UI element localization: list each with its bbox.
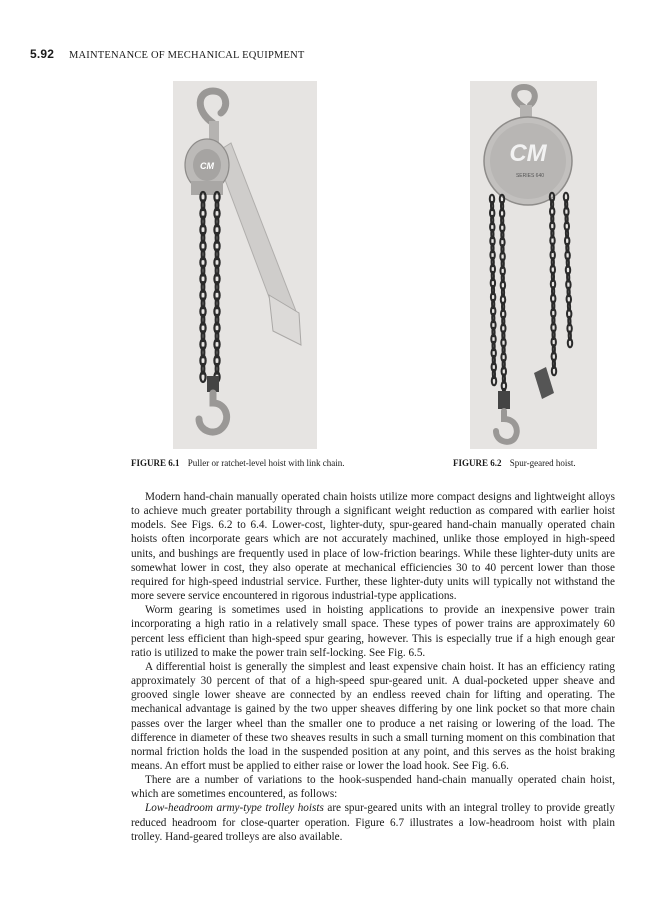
figure-6-1-photo [173, 81, 317, 449]
running-head [30, 47, 305, 61]
figure-label: FIGURE 6.2 [453, 458, 502, 468]
paragraph: A differential hoist is generally the simplest and least expensive chain hoist. It has an efficiency rating approximately 30 percent of that of a high-speed spur-geared unit. A dual-pocketed upper sheave and grooved single lower sheave are connected by an endless reeved chain for lifting and operating. The mechanical advantage is gained by the two upper sheaves differing by one link pocket so that more chain passes over the larger wheel than the smaller one to produce a net raising or lowering of the load. The difference in diameter of these two sheaves results in such a small turning moment on this combination that normal friction holds the load in the suspended position at any point, and this serves as the hoist braking means. An effort must be applied to either raise or lower the load hook. See Fig. 6.6. [131, 660, 615, 772]
paragraph-text: are spur-geared units with an integral trolley to provide greatly reduced headroom for close-quarter operation. Figure 6.7 illustrates a low-headroom hoist with plain trolley. Hand-geared trolleys are also available. [131, 802, 615, 843]
figure-caption-text: Puller or ratchet-level hoist with link chain. [187, 458, 345, 468]
figure-6-2-caption [453, 458, 576, 468]
paragraph: There are a number of variations to the hook-suspended hand-chain manually operated chain hoist, which are sometimes encountered, as follows: [131, 774, 615, 801]
fig2-brand-text: CM [509, 140, 547, 167]
figure-6-1-caption [131, 458, 344, 468]
figure-6-2-photo [470, 81, 597, 449]
running-title: MAINTENANCE OF MECHANICAL EQUIPMENT [68, 50, 305, 61]
figure-caption-text: Spur-geared hoist. [509, 458, 576, 468]
paragraph [131, 801, 615, 843]
figure-label: FIGURE 6.1 [131, 458, 180, 468]
page-number: 5.92 [30, 47, 55, 61]
paragraph: Worm gearing is sometimes used in hoisting applications to provide an inexpensive power train incorporating a high ratio in a relatively small space. These types of power trains are approximately 60 percent less efficient than high-speed spur gearing, however. This is especially true if a high enough gear ratio is utilized to make the power train self-locking. See Fig. 6.5. [131, 604, 615, 659]
body-text [131, 490, 615, 844]
fig1-brand-text: CM [200, 161, 214, 171]
fig2-model-text: SERIES 640 [515, 173, 545, 179]
italic-lead: Low-headroom army-type trolley hoists [145, 802, 324, 815]
paragraph: Modern hand-chain manually operated chain hoists utilize more compact designs and lightweight alloys to achieve much greater portability through a significant weight reduction as compared with earlier hoist models. See Figs. 6.2 to 6.4. Lower-cost, lighter-duty, spur-geared hand-chain manually operated chain hoists often incorporate gears which are not accurately machined, unlike those employed in high-speed units, and bushings are frequently used in place of low-friction bearings. While these lighter-duty units are somewhat lower in cost, they also operate at mechanical efficiencies 30 to 40 percent lower than those required for high-speed industrial service. Further, these lighter-duty units will typically not withstand the more severe service encountered in rigorous industrial-type applications. [131, 491, 615, 603]
